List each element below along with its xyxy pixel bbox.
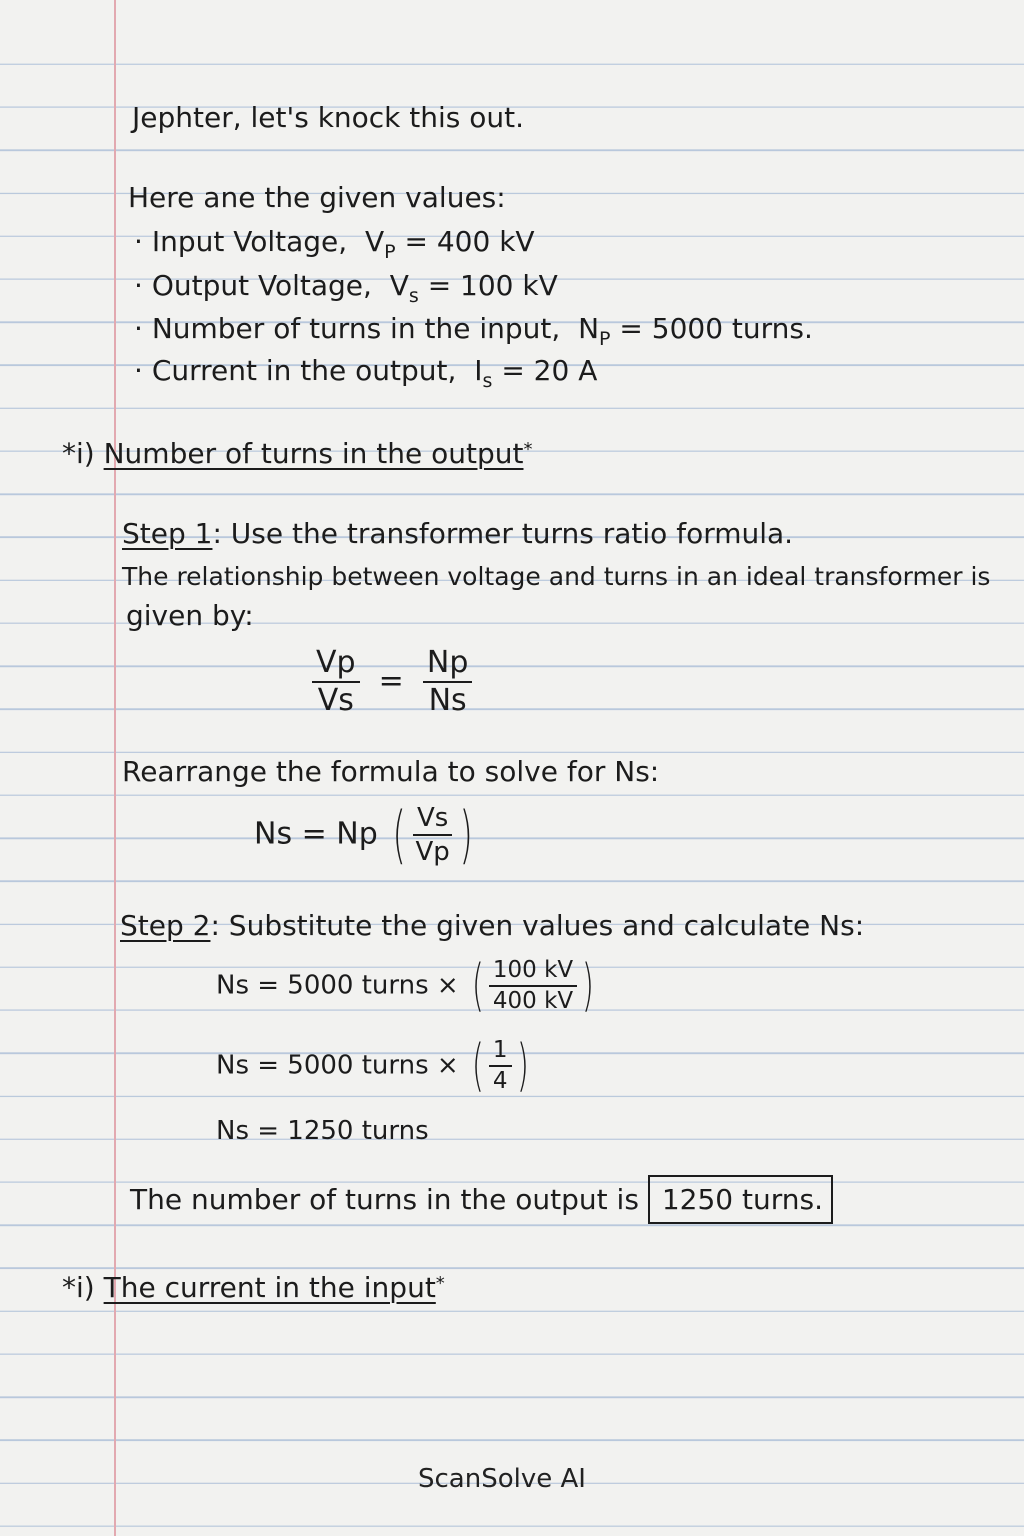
part1-marker: *i) (62, 437, 95, 470)
rearranged-formula: Ns = Np ( $\frac{Vs}{Vp}$ ) (254, 798, 473, 871)
rearrange-text: Rearrange the formula to solve for Ns: (122, 755, 660, 788)
step1-line: Step 1: Use the transformer turns ratio formula. (122, 517, 794, 550)
given-heading: Here ane the given values: (128, 181, 506, 214)
intro-text: Jephter, let's knock this out. (132, 101, 525, 134)
given-item-input-turns: · Number of turns in the input, $N_P = 5000$ turns. (134, 312, 813, 350)
part2-marker: *i) (62, 1271, 95, 1304)
calc-line-3: Ns = 1250 turns (216, 1116, 429, 1146)
step1-description: The relationship between voltage and turns in an ideal transformer is (122, 562, 991, 591)
step1-description-cont: given by: (126, 599, 254, 632)
step2-line: Step 2: Substitute the given values and calculate Ns: (120, 909, 865, 942)
given-item-output-voltage: · Output Voltage, $V_s = 100$ kV (134, 269, 558, 307)
turns-ratio-formula: $\frac{Vp}{Vs}$ = $\frac{Np}{Ns}$ (312, 648, 472, 716)
part1-title: Number of turns in the output (103, 437, 524, 470)
given-item-output-current: · Current in the output, $I_s = 20$ A (134, 354, 598, 392)
answer-box: 1250 turns. (648, 1175, 833, 1224)
part2-heading: *i) The current in the input* (62, 1271, 445, 1304)
margin-line (114, 0, 116, 1536)
calc-line-1: Ns = 5000 turns × ( $\frac{100 kV}{400 kV}$ ) (216, 953, 595, 1018)
scansolve-watermark: ScanSolve AI (418, 1464, 586, 1494)
calc-line-2: Ns = 5000 turns × ( $\frac{1}{4}$ ) (216, 1033, 529, 1098)
answer-line: The number of turns in the output is 1250 turns. (130, 1186, 833, 1214)
step1-label: Step 1 (122, 517, 213, 550)
step2-label: Step 2 (120, 909, 211, 942)
part2-title: The current in the input (103, 1271, 436, 1304)
part1-heading: *i) Number of turns in the output* (62, 437, 533, 470)
given-item-input-voltage: · Input Voltage, $V_P = 400$ kV (134, 225, 535, 263)
